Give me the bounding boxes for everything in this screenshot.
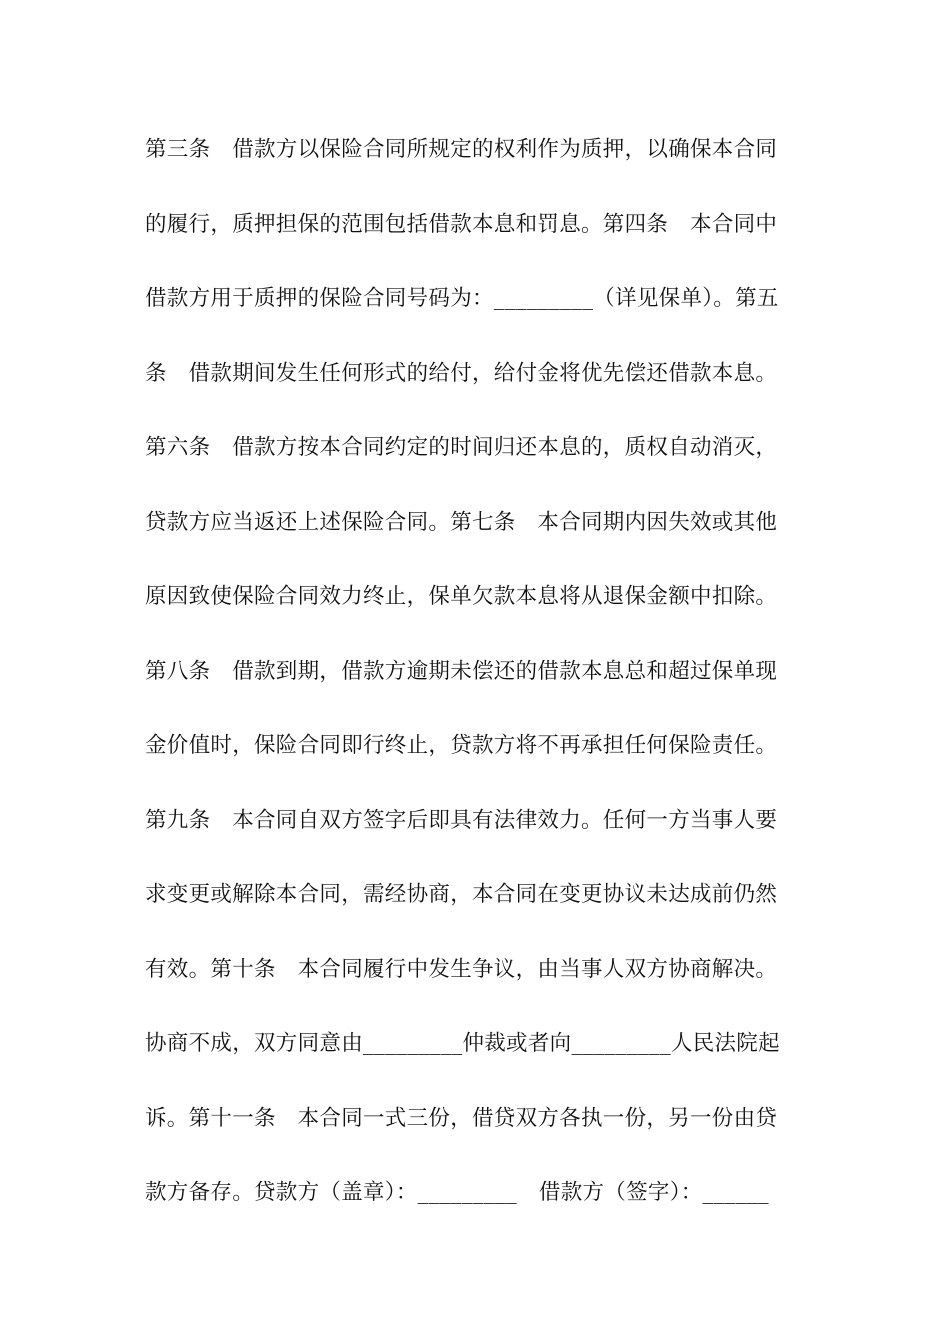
text-line: 第九条 本合同自双方签字后即具有法律效力。任何一方当事人要 bbox=[145, 807, 778, 833]
text-line: 原因致使保险合同效力终止，保单欠款本息将从退保金额中扣除。 bbox=[145, 584, 778, 609]
contract-text bbox=[145, 127, 825, 1245]
text-line: 款方备存。贷款方（盖章）：_________ 借款方（签字）：______ bbox=[145, 1180, 769, 1205]
text-line: 第三条 借款方以保险合同所规定的权利作为质押，以确保本合同 bbox=[145, 137, 778, 162]
text-line: 借款方用于质押的保险合同号码为：_________（详见保单）。第五 bbox=[145, 286, 779, 311]
text-line: 贷款方应当返还上述保险合同。第七条 本合同期内因失效或其他 bbox=[145, 509, 778, 535]
text-line: 第六条 借款方按本合同约定的时间归还本息的，质权自动消灭， bbox=[145, 435, 778, 460]
text-line: 协商不成，双方同意由_________仲裁或者向_________人民法院起 bbox=[145, 1031, 780, 1056]
text-line: 求变更或解除本合同，需经协商，本合同在变更协议未达成前仍然 bbox=[145, 882, 778, 907]
text-line: 条 借款期间发生任何形式的给付，给付金将优先偿还借款本息。 bbox=[145, 360, 778, 386]
text-line: 诉。第十一条 本合同一式三份，借贷双方各执一份，另一份由贷 bbox=[145, 1105, 778, 1131]
text-line: 的履行，质押担保的范围包括借款本息和罚息。第四条 本合同中 bbox=[145, 211, 778, 237]
text-line: 有效。第十条 本合同履行中发生争议，由当事人双方协商解决。 bbox=[145, 956, 778, 982]
text-line: 第八条 借款到期，借款方逾期未偿还的借款本息总和超过保单现 bbox=[145, 658, 778, 684]
text-line: 金价值时，保险合同即行终止，贷款方将不再承担任何保险责任。 bbox=[145, 733, 778, 758]
